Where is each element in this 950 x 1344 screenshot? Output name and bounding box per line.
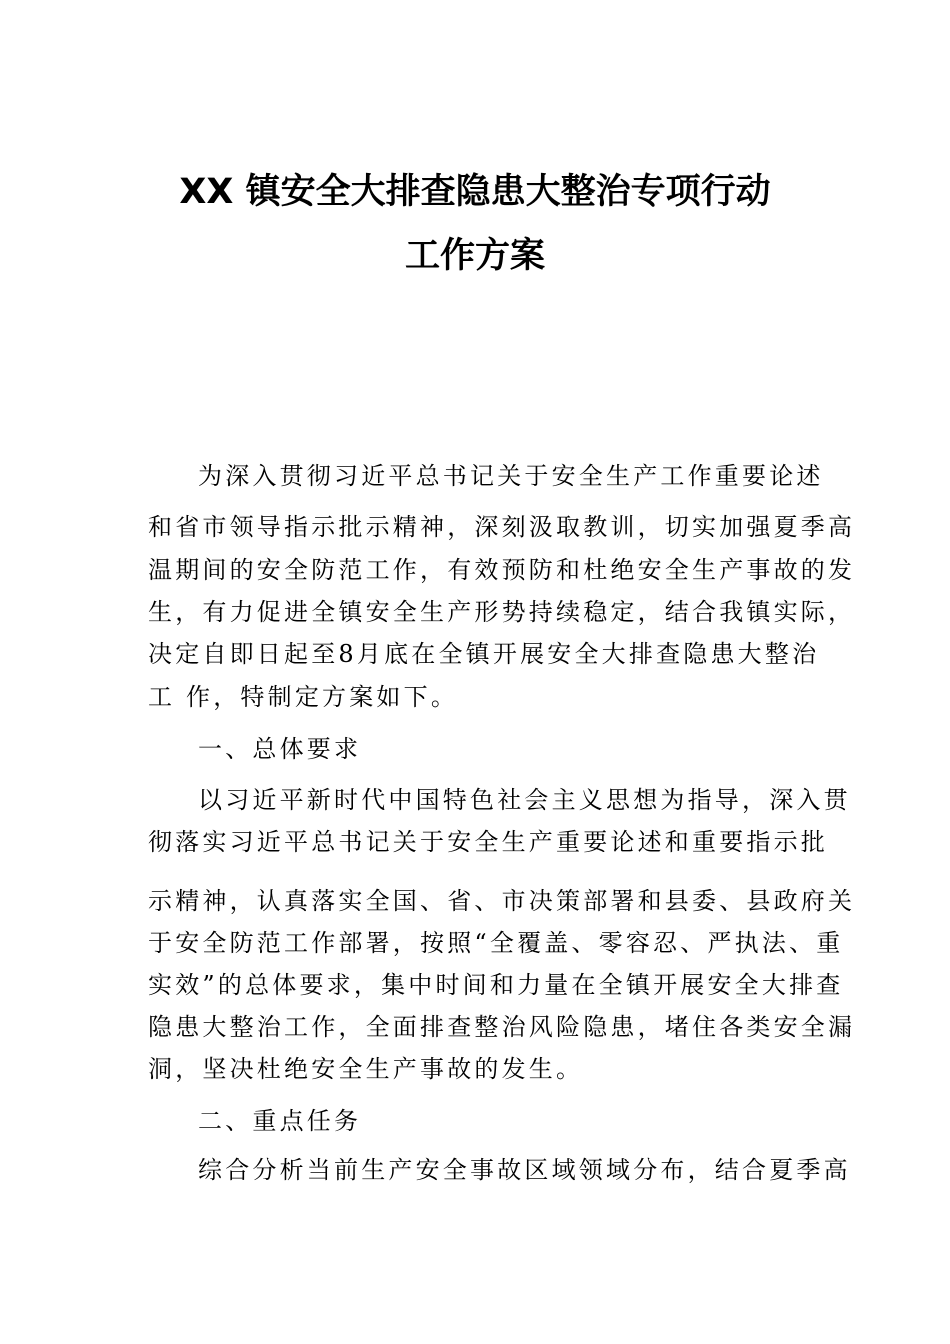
paragraph-requirements-line-4: 于安全防范工作部署，按照“全覆盖、零容忍、严执法、重 xyxy=(148,929,844,957)
paragraph-intro-line-1: 为深入贯彻习近平总书记关于安全生产工作重要论述 xyxy=(198,462,824,490)
paragraph-requirements-line-3: 示精神，认真落实全国、省、市决策部署和县委、县政府关 xyxy=(148,887,856,915)
document-title-line-2: 工作方案 xyxy=(404,236,545,276)
paragraph-requirements-line-2: 彻落实习近平总书记关于安全生产重要论述和重要指示批 xyxy=(148,828,828,856)
paragraph-requirements-line-1: 以习近平新时代中国特色社会主义思想为指导，深入贯 xyxy=(198,786,851,814)
paragraph-intro-line-5: 决定自即日起至8月底在全镇开展安全大排查隐患大整治 xyxy=(148,640,820,668)
section-heading-1: 一、总体要求 xyxy=(198,735,362,763)
paragraph-intro-line-2: 和省市领导指示批示精神，深刻汲取教训，切实加强夏季高 xyxy=(148,513,856,541)
paragraph-requirements-line-7: 洞，坚决杜绝安全生产事故的发生。 xyxy=(148,1055,584,1083)
paragraph-requirements-line-5: 实效”的总体要求，集中时间和力量在全镇开展安全大排查 xyxy=(148,971,844,999)
paragraph-requirements-line-6: 隐患大整治工作，全面排查整治风险隐患，堵住各类安全漏 xyxy=(148,1013,856,1041)
paragraph-intro-line-6: 工 作，特制定方案如下。 xyxy=(148,683,459,711)
document-title-line-1: XX 镇安全大排查隐患大整治专项行动 xyxy=(179,172,771,212)
paragraph-intro-line-3: 温期间的安全防范工作，有效预防和杜绝安全生产事故的发 xyxy=(148,556,856,584)
paragraph-tasks-line-1: 综合分析当前生产安全事故区域领域分布，结合夏季高 xyxy=(198,1156,851,1184)
section-heading-2: 二、重点任务 xyxy=(198,1107,362,1135)
paragraph-intro-line-4: 生，有力促进全镇安全生产形势持续稳定，结合我镇实际， xyxy=(148,598,856,626)
